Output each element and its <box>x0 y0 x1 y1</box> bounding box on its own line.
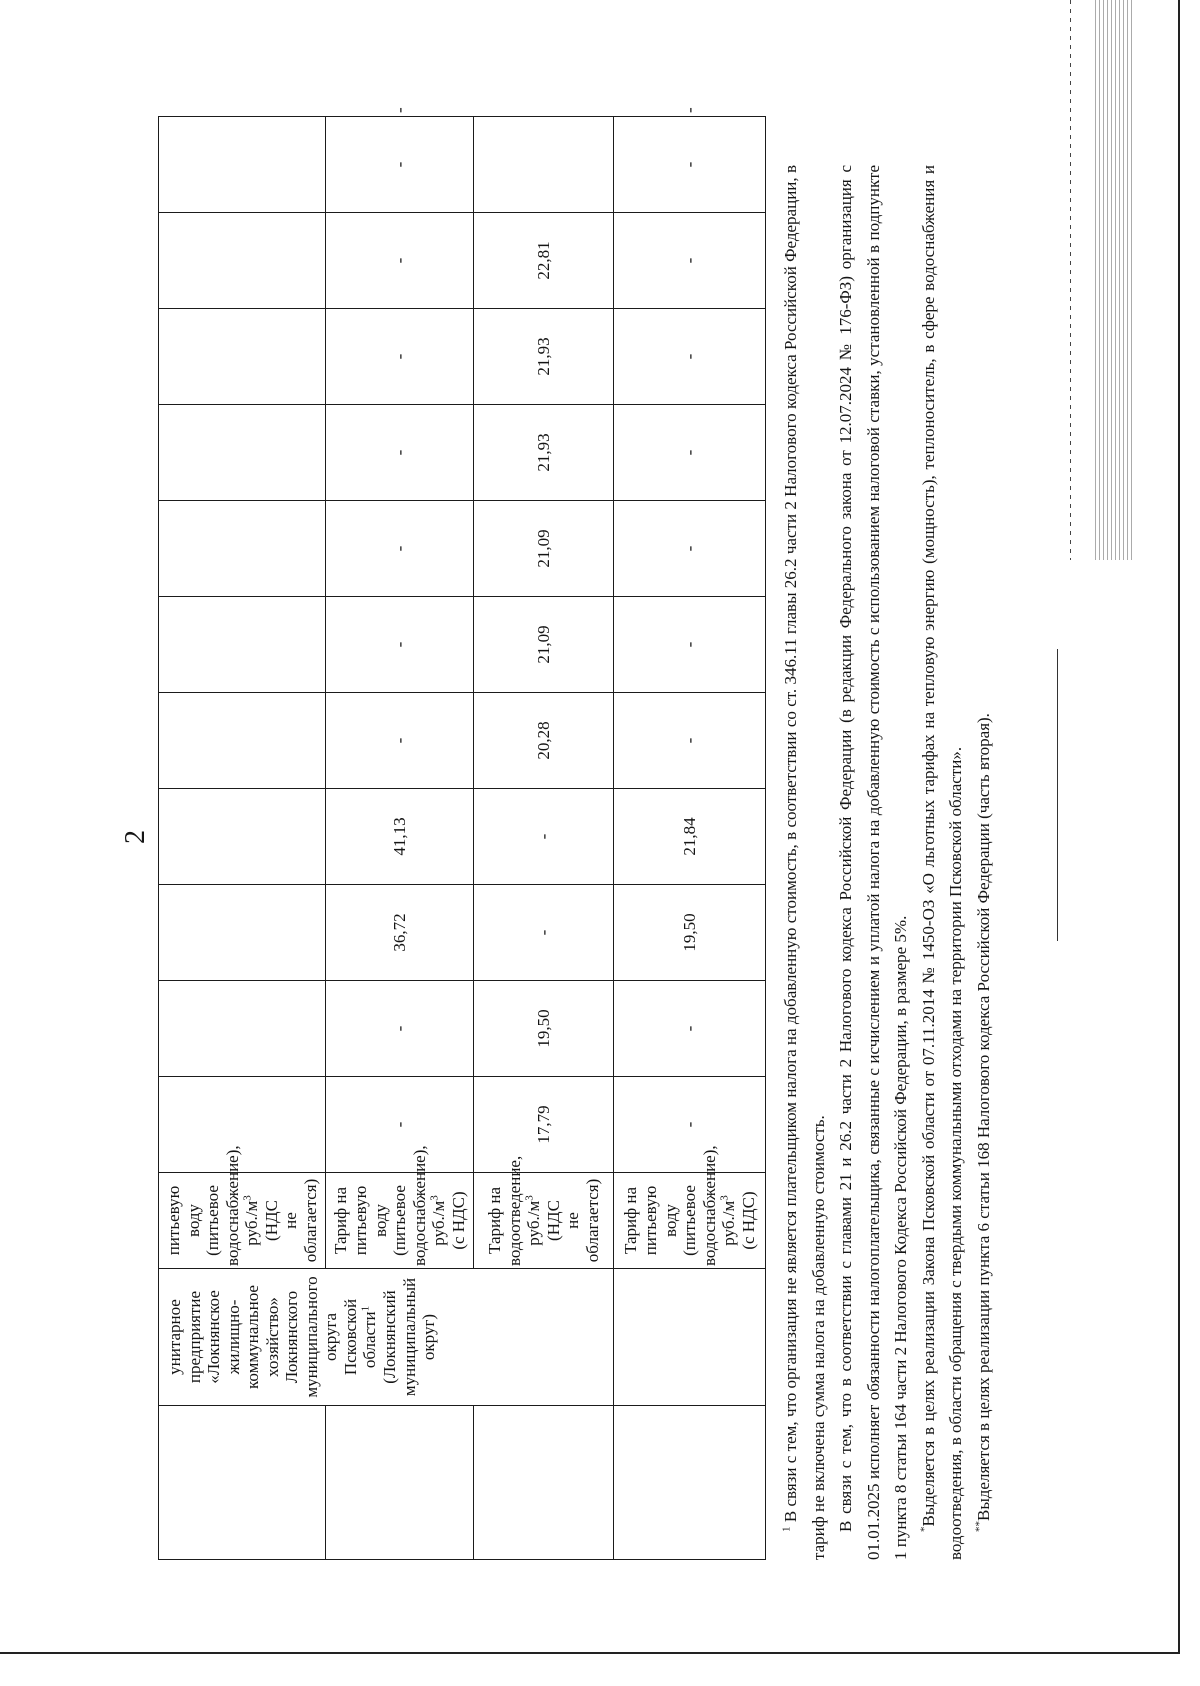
value-cell <box>159 309 326 405</box>
label-line: руб./м <box>719 1200 739 1246</box>
value-cell: 20,28 <box>474 693 614 789</box>
footnote-4 <box>970 165 998 1560</box>
value-cell: - <box>614 405 766 501</box>
org-line: хозяйство» <box>262 1297 282 1377</box>
value-cell: 21,84 <box>614 789 766 885</box>
org-line: унитарное предприятие <box>165 1290 204 1384</box>
value-cell: - <box>326 213 474 309</box>
value-cell: 21,93 <box>474 309 614 405</box>
page-number: 2 <box>120 830 151 844</box>
label-line: (с НДС) <box>448 1191 468 1250</box>
table-row: Тариф на питьевую воду (питьевое водоснабжение), $руб./м^3$ (с НДС) - - 19,50 21,84 - - - - - - - - <box>614 117 766 1560</box>
value-cell <box>159 885 326 981</box>
footnote-3 <box>915 165 970 1560</box>
value-cell <box>159 597 326 693</box>
value-cell: - <box>326 1077 474 1173</box>
empty-cell <box>614 1269 766 1406</box>
value-cell: 22,81 <box>474 213 614 309</box>
label-line: (НДС <box>543 1200 563 1241</box>
org-line: коммунальное <box>243 1285 263 1389</box>
value-cell <box>159 213 326 309</box>
empty-cell <box>159 1406 326 1560</box>
value-cell: - <box>614 213 766 309</box>
label-line: Тариф на <box>485 1187 505 1255</box>
footnote-marker: ** <box>972 1521 985 1532</box>
label-line: руб./м <box>524 1200 544 1246</box>
empty-cell <box>326 1406 474 1560</box>
label-line: водоснабжение), <box>409 1145 429 1266</box>
org-line: «Локнянское <box>204 1290 224 1384</box>
table-row: Тариф на питьевую воду (питьевое водоснабжение), $руб./м^3$ (с НДС) - - 36,72 41,13 - - - - - - - - <box>326 117 474 1560</box>
value-cell: 19,50 <box>474 981 614 1077</box>
label-line: водоснабжение), <box>699 1145 719 1266</box>
value-cell <box>159 117 326 213</box>
separator-line <box>1057 649 1058 941</box>
tariff-label <box>326 1145 474 1269</box>
value-cell <box>159 693 326 789</box>
label-line: Тариф на <box>621 1187 641 1255</box>
table-row <box>159 117 326 1560</box>
value-cell: - <box>614 501 766 597</box>
label-line: руб./м <box>242 1200 262 1246</box>
label-line: руб./м <box>429 1200 449 1246</box>
value-cell: 17,79 <box>474 1077 614 1173</box>
value-cell: 21,09 <box>474 597 614 693</box>
value-cell: - <box>326 117 474 213</box>
value-cell: 21,09 <box>474 501 614 597</box>
value-cell: - <box>614 117 766 213</box>
value-cell: - <box>474 885 614 981</box>
superscript: 3 <box>718 1195 731 1201</box>
tariff-label <box>159 1145 326 1269</box>
label-line: водоснабжение), <box>222 1145 242 1266</box>
tariff-label <box>614 1145 766 1269</box>
org-line: жилищно- <box>223 1299 243 1375</box>
footnote-marker: 1 <box>780 1526 793 1532</box>
label-line: питьевую воду <box>351 1185 390 1256</box>
value-cell: - <box>326 501 474 597</box>
tariff-table <box>158 107 766 1560</box>
footnote-text: В связи с тем, что организация не является плательщиком налога на добавленную стоимость, в соответствии со ст. 346.11 главы 26.2 части 2 Налогового кодекса Российской Федерации, в тариф не включена сумма налога на добавленную стоимость. <box>781 165 828 1560</box>
label-line: (с НДС) <box>738 1191 758 1250</box>
label-line: питьевую воду <box>641 1185 680 1256</box>
value-cell <box>159 981 326 1077</box>
value-cell: 21,93 <box>474 405 614 501</box>
value-cell: - <box>614 1077 766 1173</box>
footnotes <box>777 165 997 1560</box>
value-cell: - <box>326 309 474 405</box>
label-line: питьевую воду <box>164 1185 203 1256</box>
value-cell: - <box>326 981 474 1077</box>
label-line: (питьевое <box>680 1185 700 1256</box>
value-cell: - <box>326 405 474 501</box>
tariff-label <box>474 1155 614 1269</box>
label-line: (питьевое <box>203 1185 223 1256</box>
value-cell: - <box>614 597 766 693</box>
org-line: (Локнянский <box>380 1290 400 1384</box>
footnote-1 <box>777 165 832 1560</box>
value-cell: - <box>326 597 474 693</box>
value-cell: 19,50 <box>614 885 766 981</box>
value-cell <box>159 1077 326 1173</box>
empty-cell <box>474 1406 614 1560</box>
org-line: Локнянского <box>282 1290 302 1384</box>
value-cell: - <box>614 693 766 789</box>
value-cell <box>159 405 326 501</box>
organization-cell <box>159 1269 614 1406</box>
value-cell: - <box>614 981 766 1077</box>
superscript: 3 <box>428 1195 441 1201</box>
superscript: 3 <box>523 1195 536 1201</box>
empty-cell <box>614 1406 766 1560</box>
label-line: не облагается) <box>281 1178 320 1263</box>
label-line: (питьевое <box>390 1185 410 1256</box>
value-cell: - <box>326 693 474 789</box>
label-line: водоотведение, <box>504 1155 524 1266</box>
footnote-2: В связи с тем, что в соответствии с главами 21 и 26.2 части 2 Налогового кодекса Российской Федерации (в редакции Федерального закона от 12.07.2024 № 176-ФЗ) организация с 01.01.2025 исполняет обязанности налогоплательщика, связанные с исчислением и уплатой налога на добавленную стоимость с использованием налоговой ставки, установленной в подпункте 1 пункта 8 статьи 164 части 2 Налогового Кодекса Российской Федерации, в размере 5%. <box>836 165 910 1560</box>
org-line: Псковской области <box>340 1298 380 1376</box>
org-line: муниципальный округ) <box>399 1277 439 1397</box>
value-cell <box>474 117 614 213</box>
label-line: не облагается) <box>563 1178 602 1263</box>
footnote-ref: 1 <box>359 1305 372 1312</box>
label-line: Тариф на <box>331 1187 351 1255</box>
value-cell: - <box>474 789 614 885</box>
label-line: (НДС <box>261 1200 281 1241</box>
org-line: муниципального округа <box>301 1276 341 1398</box>
superscript: 3 <box>241 1195 254 1201</box>
value-cell: 41,13 <box>326 789 474 885</box>
value-cell: 36,72 <box>326 885 474 981</box>
value-cell: - <box>614 309 766 405</box>
footnote-text: Выделяется в целях реализации пункта 6 статьи 168 Налогового кодекса Российской Федерации (часть вторая). <box>973 713 993 1521</box>
footnote-marker: * <box>917 1526 930 1532</box>
footnote-text: Выделяется в целях реализации Закона Псковской области от 07.11.2014 № 1450-ОЗ «О льготных тарифах на тепловую энергию (мощность), теплоноситель, в сфере водоснабжения и водоотведения, в области обращения с твердыми коммунальными отходами на территории Псковской области». <box>918 165 965 1560</box>
value-cell <box>159 501 326 597</box>
value-cell <box>159 789 326 885</box>
